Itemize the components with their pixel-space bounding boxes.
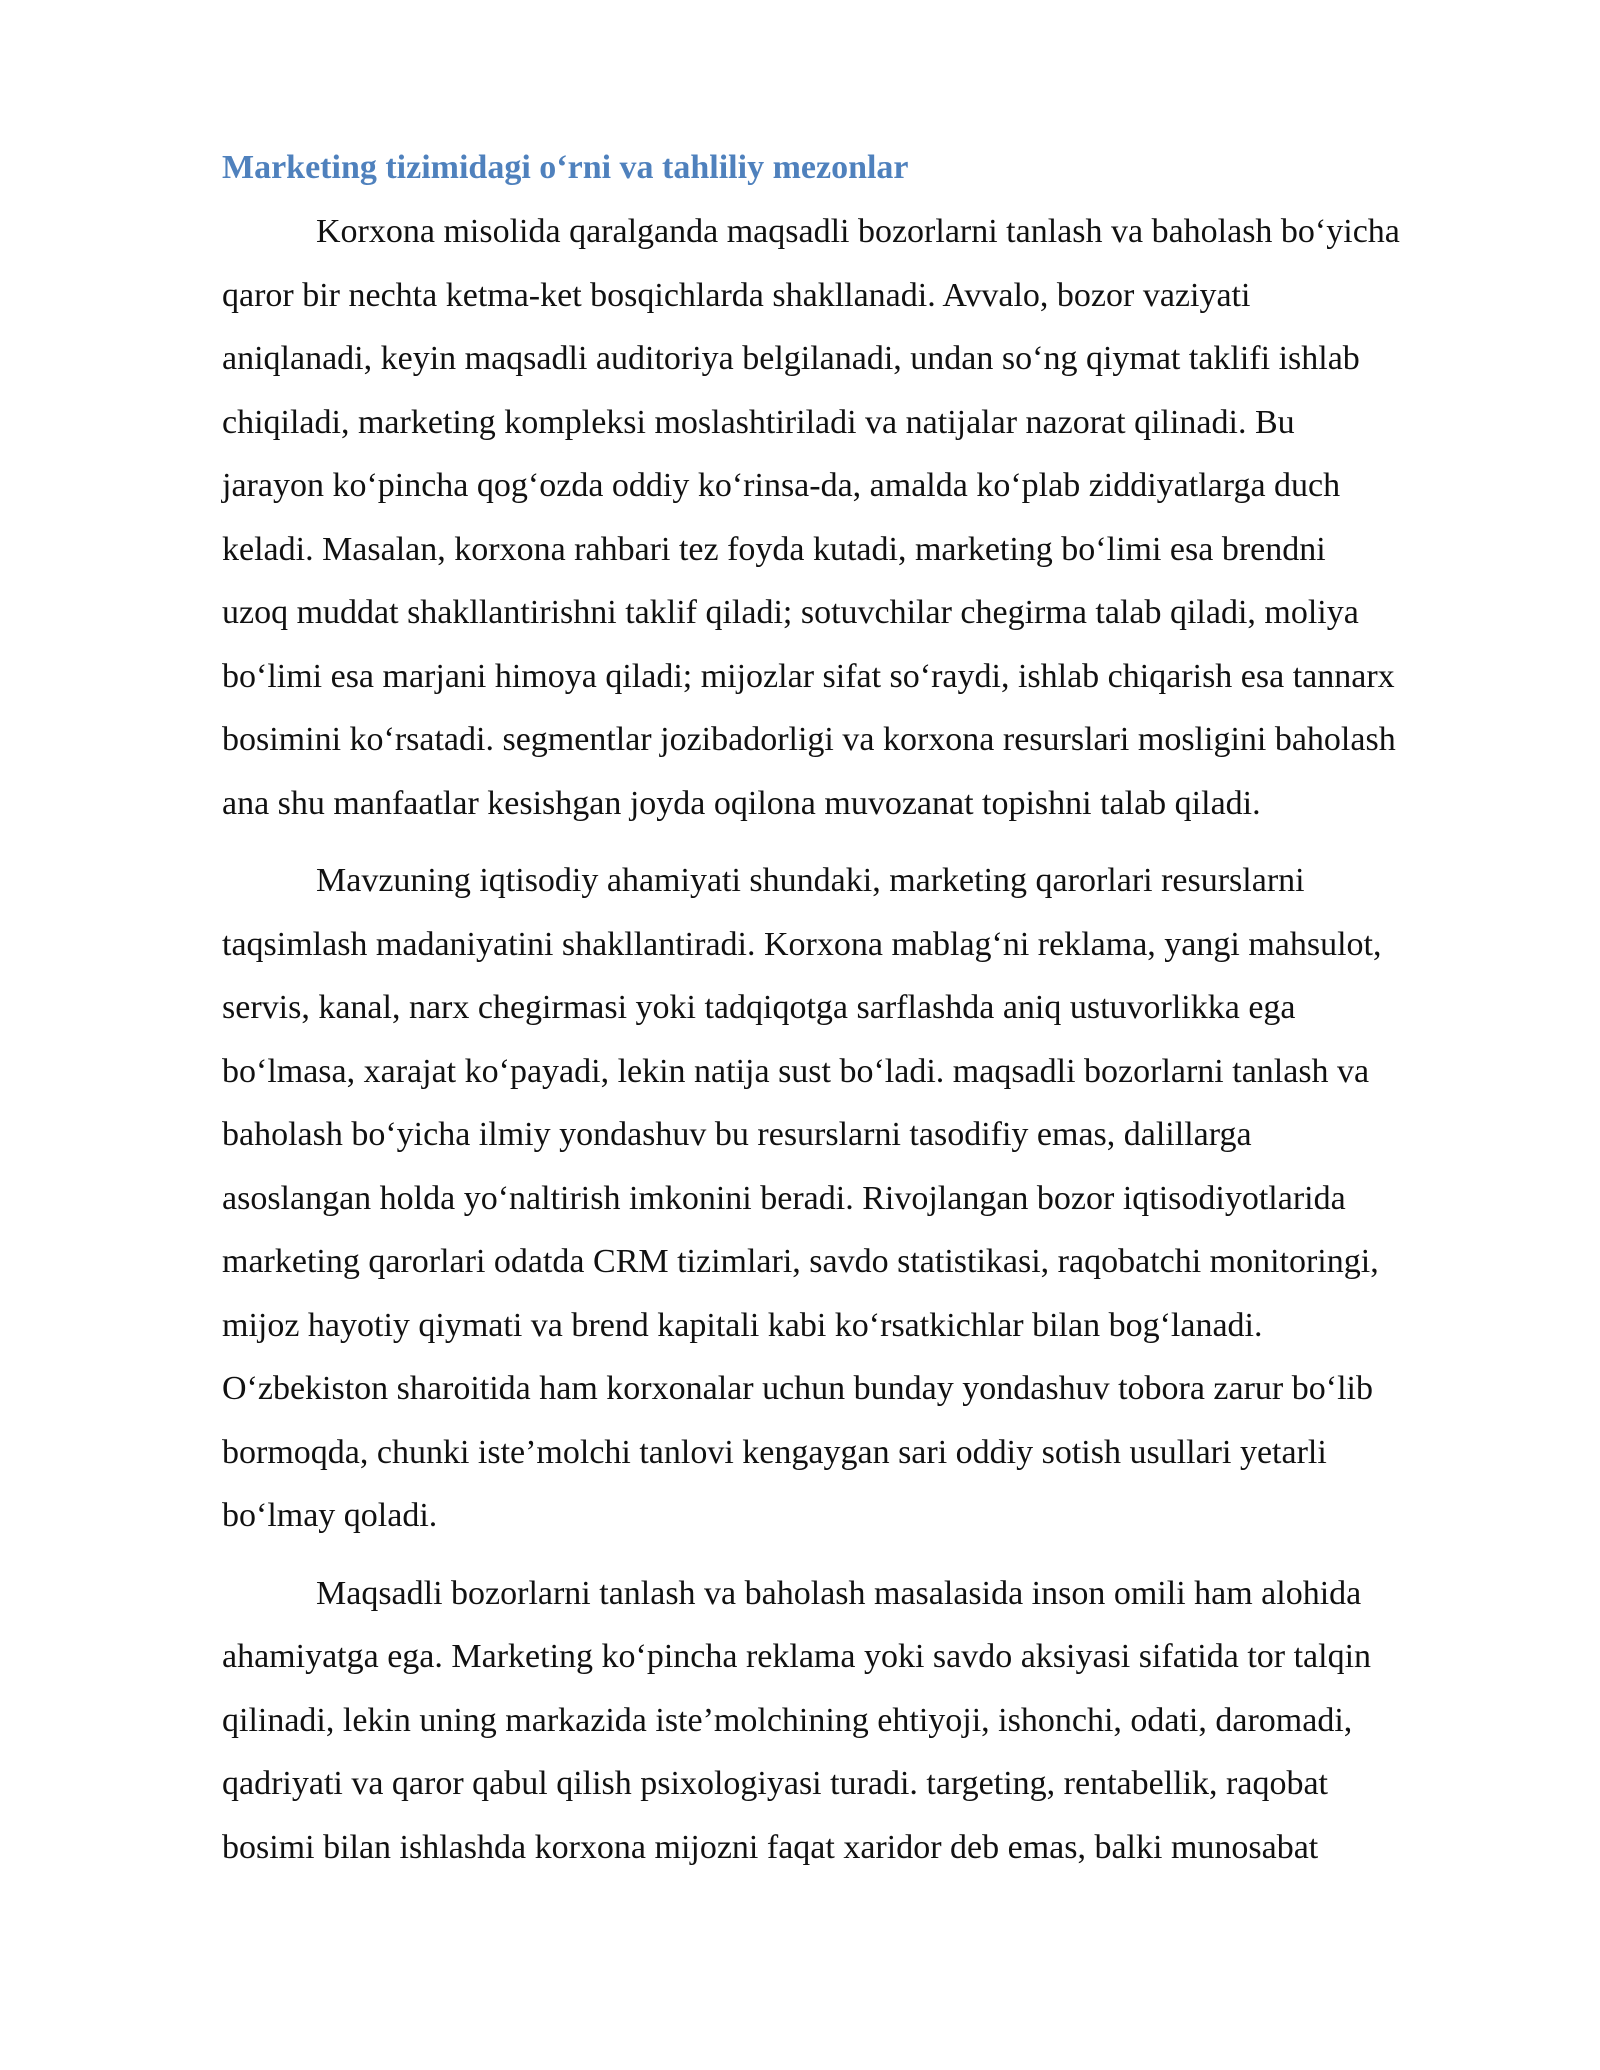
text-line: bosimini ko‘rsatadi. segmentlar jozibadorligi va korxona resurslari mosligini baholash [222, 721, 1396, 758]
text-line: O‘zbekiston sharoitida ham korxonalar uchun bunday yondashuv tobora zarur bo‘lib [222, 1370, 1373, 1407]
text-line: marketing qarorlari odatda CRM tizimlari, savdo statistikasi, raqobatchi monitoringi, [222, 1243, 1379, 1280]
text-line: bo‘lmay qoladi. [222, 1497, 438, 1534]
text-line: uzoq muddat shakllantirishni taklif qiladi; sotuvchilar chegirma talab qiladi, moliya [222, 594, 1359, 631]
text-line: ahamiyatga ega. Marketing ko‘pincha reklama yoki savdo aksiyasi sifatida tor talqin [222, 1638, 1372, 1675]
text-line: taqsimlash madaniyatini shakllantiradi. Korxona mablag‘ni reklama, yangi mahsulot, [222, 925, 1382, 963]
text-line: jarayon ko‘pincha qog‘ozda oddiy ko‘rinsa-da, amalda ko‘plab ziddiyatlarga duch [222, 467, 1341, 504]
text-line: chiqiladi, marketing kompleksi moslashtiriladi va natijalar nazorat qilinadi. Bu [222, 403, 1295, 441]
paragraph-2 [222, 849, 1492, 1548]
text-line: bormoqda, chunki iste’molchi tanlovi kengaygan sari oddiy sotish usullari yetarli [222, 1433, 1327, 1471]
text-line: Korxona misolida qaralganda maqsadli bozorlarni tanlash va baholash bo‘yicha [316, 213, 1400, 250]
text-line: keladi. Masalan, korxona rahbari tez foyda kutadi, marketing bo‘limi esa brendni [222, 530, 1326, 568]
text-line: baholash bo‘yicha ilmiy yondashuv bu resurslarni tasodifiy emas, dalillarga [222, 1116, 1252, 1153]
text-line: qadriyati va qaror qabul qilish psixologiyasi turadi. targeting, rentabellik, raqobat [222, 1765, 1328, 1802]
paragraph-1 [222, 200, 1492, 835]
text-line: mijoz hayotiy qiymati va brend kapitali kabi ko‘rsatkichlar bilan bog‘lanadi. [222, 1306, 1263, 1344]
text-line: Maqsadli bozorlarni tanlash va baholash masalasida inson omili ham alohida [316, 1574, 1362, 1612]
text-line: Mavzuning iqtisodiy ahamiyati shundaki, marketing qarorlari resurslarni [316, 862, 1305, 899]
text-line: ana shu manfaatlar kesishgan joyda oqilona muvozanat topishni talab qiladi. [222, 784, 1261, 822]
text-line: aniqlanadi, keyin maqsadli auditoriya belgilanadi, undan so‘ng qiymat taklifi ishlab [222, 340, 1360, 377]
text-line: asoslangan holda yo‘naltirish imkonini beradi. Rivojlangan bozor iqtisodiyotlarida [222, 1179, 1346, 1217]
text-line: qilinadi, lekin uning markazida iste’molchining ehtiyoji, ishonchi, odati, daromadi, [222, 1701, 1353, 1739]
text-line: bosimi bilan ishlashda korxona mijozni faqat xaridor deb emas, balki munosabat [222, 1828, 1319, 1866]
paragraph-3 [222, 1562, 1492, 1880]
text-line: bo‘limi esa marjani himoya qiladi; mijozlar sifat so‘raydi, ishlab chiqarish esa tannarx [222, 657, 1395, 695]
text-line: qaror bir nechta ketma-ket bosqichlarda shakllanadi. Avvalo, bozor vaziyati [222, 276, 1251, 314]
text-line: servis, kanal, narx chegirmasi yoki tadqiqotga sarflashda aniq ustuvorlikka ega [222, 989, 1296, 1026]
document-body [222, 146, 1492, 1893]
section-heading: Marketing tizimidagi o‘rni va tahliliy mezonlar [222, 149, 909, 186]
text-line: bo‘lmasa, xarajat ko‘payadi, lekin natija sust bo‘ladi. maqsadli bozorlarni tanlash va [222, 1052, 1370, 1090]
